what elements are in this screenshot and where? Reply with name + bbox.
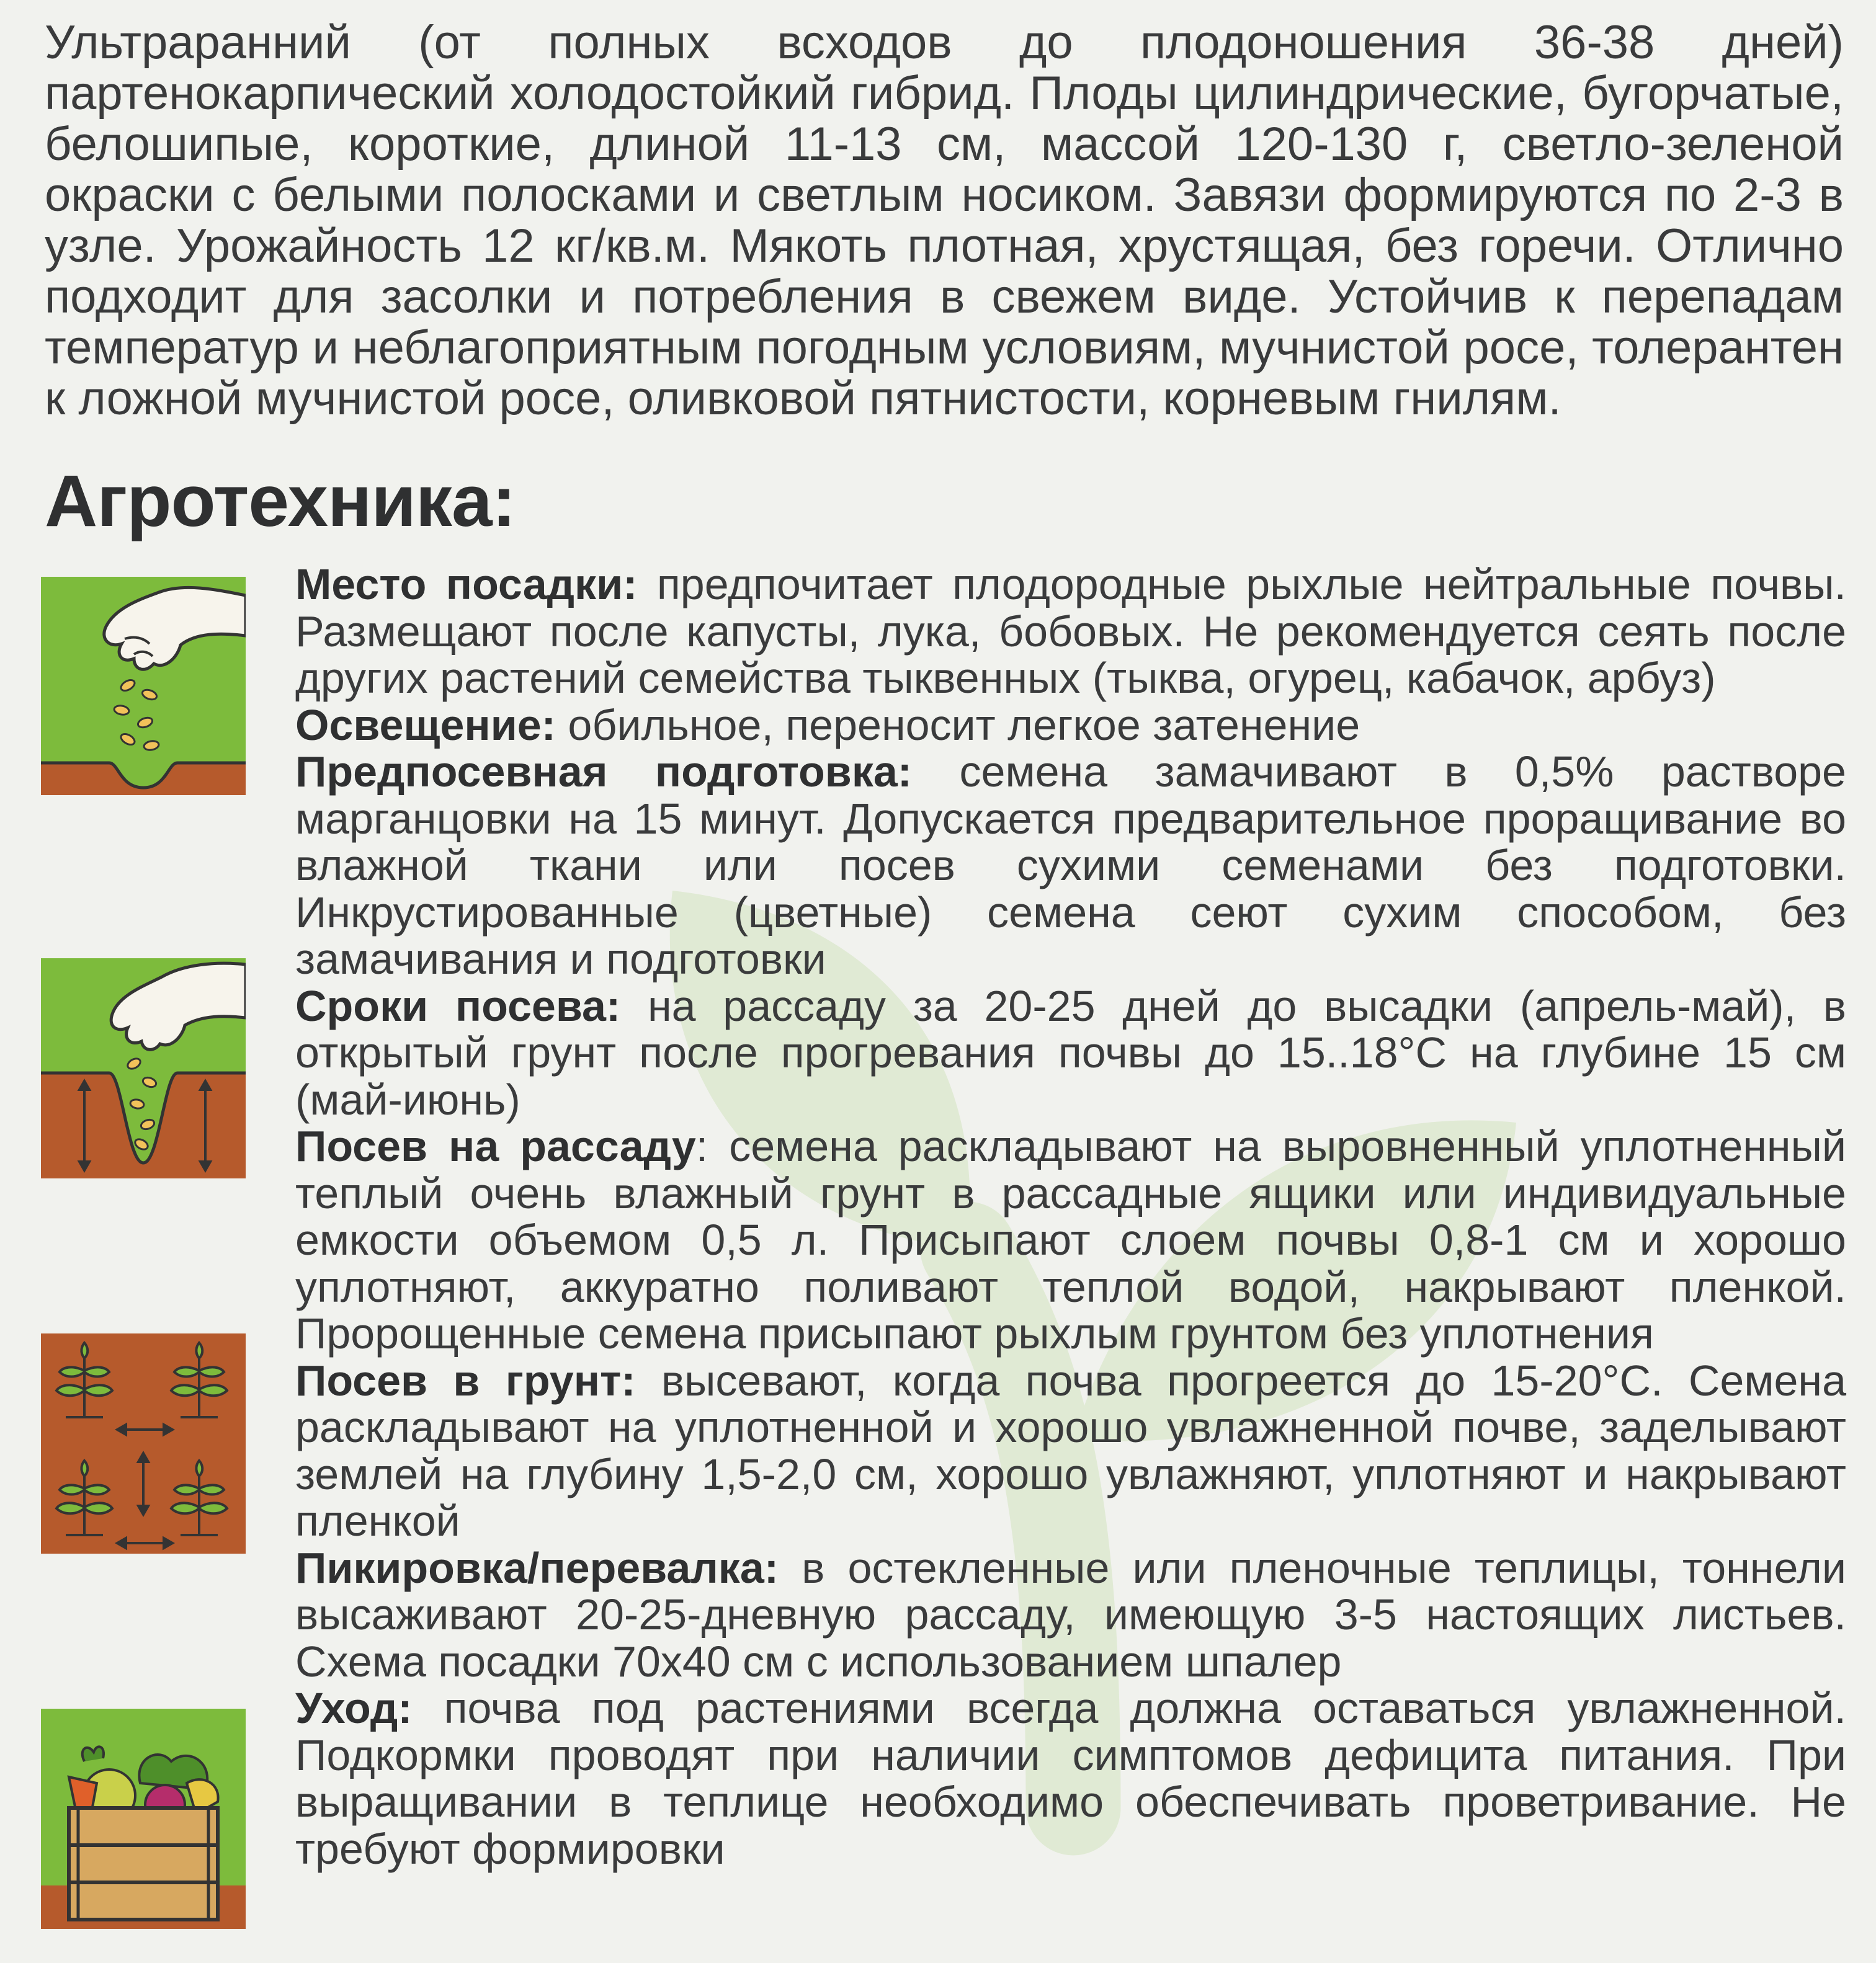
section-label: Посев на рассаду <box>295 1122 696 1170</box>
section-text: предпочитает плодородные рыхлые нейтральные почвы. Размещают после капусты, лука, бобовых. Не рекомендуется сеять после других растений семейства тыквенных (тыква, огурец, кабачок, арбуз) <box>295 560 1846 702</box>
section-sowing-dates <box>295 983 1846 1124</box>
section-seedling-sowing <box>295 1123 1846 1358</box>
section-label: Пикировка/перевалка: <box>295 1543 779 1592</box>
section-heading: Агротехника: <box>45 460 516 542</box>
section-label: Место посадки: <box>295 560 638 608</box>
variety-description: Ультраранний (от полных всходов до плодоношения 36-38 дней) партенокарпический холодостойкий гибрид. Плоды цилиндрические, бугорчатые, белошипые, короткие, длиной 11-13 см, массой 120-130 г, светло-зеленой окраски с белыми полосками и светлым носиком. Завязи формируются по 2-3 в узле. Урожайность 12 кг/кв.м. Мякоть плотная, хрустящая, без горечи. Отлично подходит для засолки и потребления в свежем виде. Устойчив к перепадам температур и неблагоприятным погодным условиям, мучнистой росе, толерантен к ложной мучнистой росе, оливковой пятнистости, корневым гнилям. <box>45 16 1844 425</box>
section-label: Сроки посева: <box>295 981 621 1030</box>
agrotechnics-text <box>295 561 1846 1872</box>
planting-scheme-icon <box>41 1333 246 1554</box>
section-label: Уход: <box>295 1684 413 1732</box>
vegetable-crate-icon <box>41 1709 246 1929</box>
section-presowing <box>295 749 1846 983</box>
section-label: Посев в грунт: <box>295 1356 636 1405</box>
section-text: семена замачивают в 0,5% растворе марганцовки на 15 минут. Допускается предварительное проращивание во влажной ткани или посев сухими семенами без подготовки. Инкрустированные (цветные) семена сеют сухим способом, без замачивания и подготовки <box>295 747 1846 983</box>
seed-depth-icon <box>41 958 246 1178</box>
section-text: обильное, переносит легкое затенение <box>555 700 1360 749</box>
section-text: в остекленные или пленочные теплицы, тоннели высаживают 20-25-дневную рассаду, имеющую 3-5 настоящих листьев. Схема посадки 70х40 см с использованием шпалер <box>295 1543 1846 1686</box>
section-text: на рассаду за 20-25 дней до высадки (апрель-май), в открытый грунт после прогревания почвы до 15..18°С на глубине 15 см (май-июнь) <box>295 981 1846 1124</box>
section-lighting <box>295 702 1846 749</box>
section-label: Освещение: <box>295 700 556 749</box>
section-care <box>295 1685 1846 1872</box>
section-text: высевают, когда почва прогреется до 15-20°С. Семена раскладывают на уплотненной и хорошо увлажненной почве, заделывают землей на глубину 1,5-2,0 см, хорошо увлажняют, уплотняют и накрывают пленкой <box>295 1356 1847 1545</box>
hand-sowing-seeds-icon <box>41 577 246 795</box>
section-transplanting <box>295 1545 1846 1686</box>
section-planting-site <box>295 561 1846 702</box>
section-ground-sowing <box>295 1358 1846 1545</box>
section-text: почва под растениями всегда должна оставаться увлажненной. Подкормки проводят при наличии симптомов дефицита питания. При выращивании в теплице необходимо обеспечивать проветривание. Не требуют формировки <box>295 1684 1846 1873</box>
section-text: : семена раскладывают на выровненный уплотненный теплый очень влажный грунт в рассадные ящики или индивидуальные емкости объемом 0,5 л. Присыпают слоем почвы 0,8-1 см и хорошо уплотняют, аккуратно поливают теплой водой, накрывают пленкой. Пророщенные семена присыпают рыхлым грунтом без уплотнения <box>295 1122 1846 1358</box>
section-label: Предпосевная подготовка: <box>295 747 913 796</box>
